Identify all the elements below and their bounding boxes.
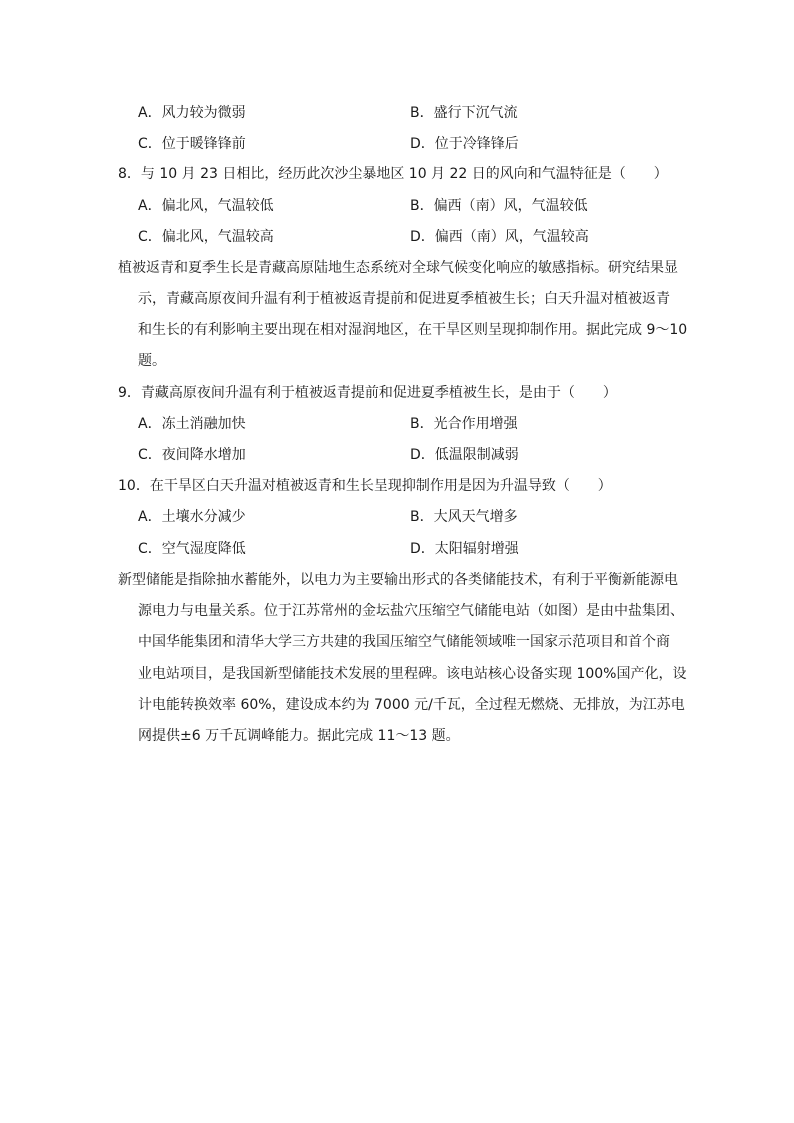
- q10-stem: 10．在干旱区白天升温对植被返青和生长呈现抑制作用是因为升温导致（ ）: [118, 478, 612, 494]
- q8-option-b[interactable]: B．偏西（南）风，气温较低: [410, 198, 588, 214]
- passage3-line-6: 网提供±6 万千瓦调峰能力。据此完成 11～13 题。: [138, 728, 460, 744]
- q9-option-b[interactable]: B．光合作用增强: [410, 416, 518, 432]
- q9-stem: 9．青藏高原夜间升温有利于植被返青提前和促进夏季植被生长，是由于（ ）: [118, 385, 617, 401]
- q10-option-d[interactable]: D．太阳辐射增强: [410, 541, 519, 557]
- q10-option-c[interactable]: C．空气湿度降低: [138, 541, 246, 557]
- passage2-line-4: 题。: [138, 353, 166, 369]
- passage3-line-3: 中国华能集团和清华大学三方共建的我国压缩空气储能领域唯一国家示范项目和首个商: [138, 634, 670, 650]
- q7-option-b[interactable]: B．盛行下沉气流: [410, 105, 518, 121]
- passage3-line-5: 计电能转换效率 60%，建设成本约为 7000 元/千瓦，全过程无燃烧、无排放，为江苏电: [138, 697, 685, 713]
- q8-stem: 8．与 10 月 23 日相比，经历此次沙尘暴地区 10 月 22 日的风向和气温特征是（ ）: [118, 166, 668, 182]
- q8-option-d[interactable]: D．偏西（南）风，气温较高: [410, 229, 589, 245]
- passage3-line-1: 新型储能是指除抽水蓄能外，以电力为主要输出形式的各类储能技术，有利于平衡新能源电: [118, 572, 678, 588]
- q9-option-d[interactable]: D．低温限制减弱: [410, 447, 519, 463]
- q10-option-a[interactable]: A．土壤水分减少: [138, 509, 246, 525]
- q7-option-a[interactable]: A．风力较为微弱: [138, 105, 246, 121]
- passage3-line-4: 业电站项目，是我国新型储能技术发展的里程碑。该电站核心设备实现 100%国产化，设: [138, 666, 687, 682]
- passage2-line-3: 和生长的有利影响主要出现在相对湿润地区，在干旱区则呈现抑制作用。据此完成 9～10: [138, 322, 688, 338]
- q8-option-a[interactable]: A．偏北风，气温较低: [138, 198, 274, 214]
- q9-option-c[interactable]: C．夜间降水增加: [138, 447, 246, 463]
- q10-option-b[interactable]: B．大风天气增多: [410, 509, 518, 525]
- q7-option-c[interactable]: C．位于暖锋锋前: [138, 136, 246, 152]
- q8-option-c[interactable]: C．偏北风，气温较高: [138, 229, 274, 245]
- passage2-line-1: 植被返青和夏季生长是青藏高原陆地生态系统对全球气候变化响应的敏感指标。研究结果显: [118, 260, 678, 276]
- passage3-line-2: 源电力与电量关系。位于江苏常州的金坛盐穴压缩空气储能电站（如图）是由中盐集团、: [138, 603, 684, 619]
- q7-option-d[interactable]: D．位于冷锋锋后: [410, 136, 519, 152]
- q9-option-a[interactable]: A．冻土消融加快: [138, 416, 246, 432]
- passage2-line-2: 示，青藏高原夜间升温有利于植被返青提前和促进夏季植被生长；白天升温对植被返青: [138, 291, 670, 307]
